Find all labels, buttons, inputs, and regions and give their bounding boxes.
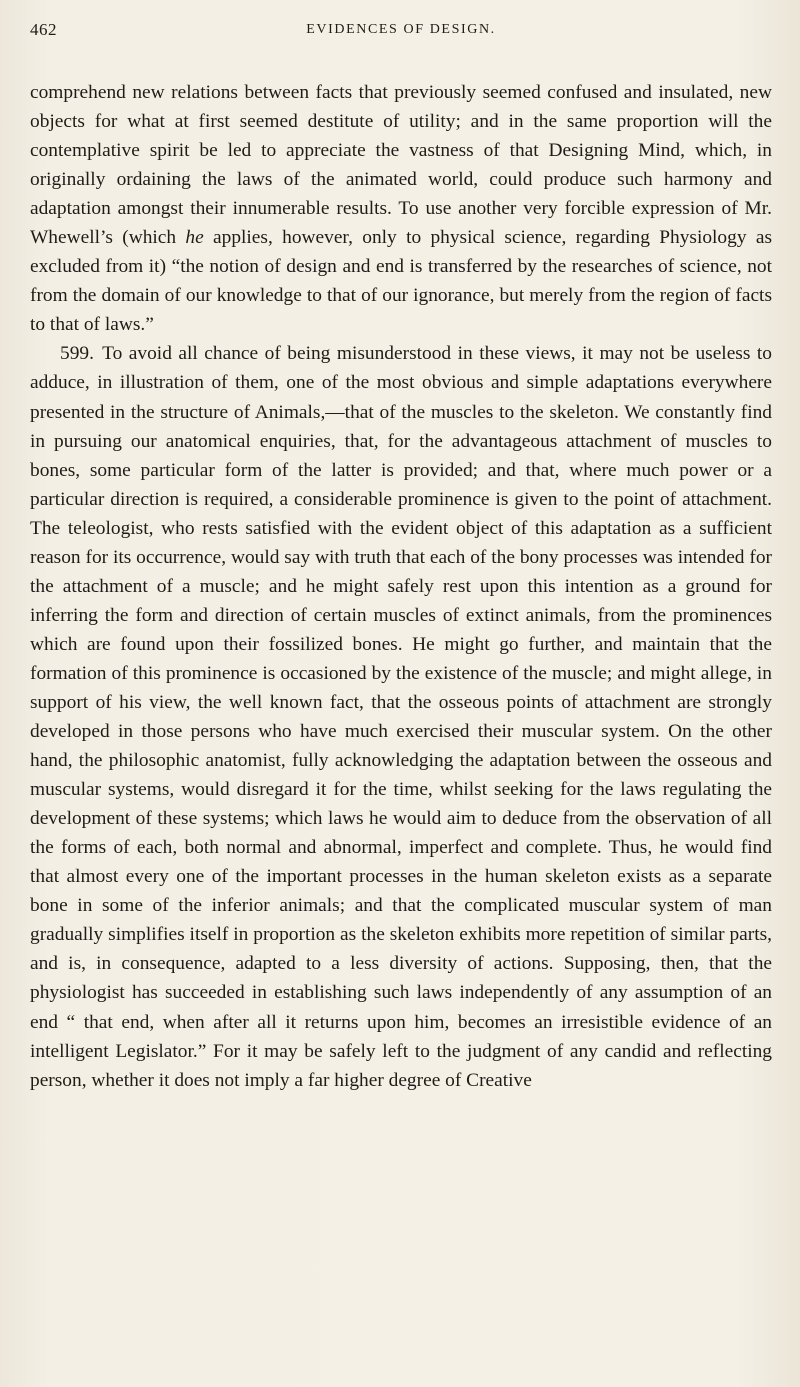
running-head (30, 20, 772, 48)
paragraph-continued (30, 78, 772, 339)
page-number: 462 (30, 20, 57, 39)
paragraph-text: To avoid all chance of being misunderstood in these views, it may not be useless to adduce, in illustration of them, one of the most obvious and simple adaptations everywhere presented in the structure of Animals,—that of the muscles to the skeleton. We constantly find in pursuing our anatomical enquiries, that, for the advantageous attachment of muscles to bones, some particular form of the latter is provided; and that, where much power or a particular direction is required, a considerable prominence is given to the point of attachment. The teleologist, who rests satisfied with the evident object of this adaptation as a sufficient reason for its occurrence, would say with truth that each of the bony processes was intended for the attachment of a muscle; and he might safely rest upon this intention as a ground for inferring the form and direction of certain muscles of extinct animals, from the prominences which are found upon their fossilized bones. He might go further, and maintain that the formation of this prominence is occasioned by the existence of the muscle; and might allege, in support of his view, the well known fact, that the osseous points of attachment are strongly developed in those persons who have much exercised their muscular system. On the other hand, the philosophic anatomist, fully acknowledging the adaptation between the osseous and muscular systems, would disregard it for the time, whilst seeking for the laws regulating the development of these systems; which laws he would aim to deduce from the observation of all the forms of each, both normal and abnormal, imperfect and complete. Thus, he would find that almost every one of the important processes in the human skeleton exists as a separate bone in some of the inferior animals; and that the complicated muscular system of man gradually simplifies itself in proportion as the skeleton exhibits more repetition of similar parts, and is, in consequence, adapted to a less diversity of actions. Supposing, then, that the physiologist has succeeded in establishing such laws independently of any assumption of an end “ that end, when after all it returns upon him, becomes an irresistible evidence of an intelligent Legislator.” For it may be safely left to the judgment of any candid and reflecting person, whether it does not imply a far higher degree of Creative (30, 343, 772, 1091)
running-head-title: EVIDENCES OF DESIGN. (306, 22, 496, 37)
body-text (30, 78, 772, 1095)
paragraph-text-part: comprehend new relations between facts that previously seemed confused and insulated, new objects for what at first seemed destitute of utility; and in the same proportion will the contemplative spirit be led to appreciate the vastness of that Designing Mind, which, in originally ordaining the laws of the animated world, could produce such harmony and adaptation amongst their innumerable results. To use another very forcible expression of Mr. Whewell’s (which (30, 82, 772, 249)
paragraph-599 (30, 339, 772, 1094)
paragraph-number: 599. (60, 343, 94, 365)
paragraph-text-part: applies, however, only to physical science, regarding Physiology as excluded from it) “the notion of design and end is transferred by the researches of science, not from the domain of our knowledge to that of our ignorance, but merely from the region of facts to that of laws.” (30, 227, 772, 336)
italic-word: he (185, 227, 204, 249)
